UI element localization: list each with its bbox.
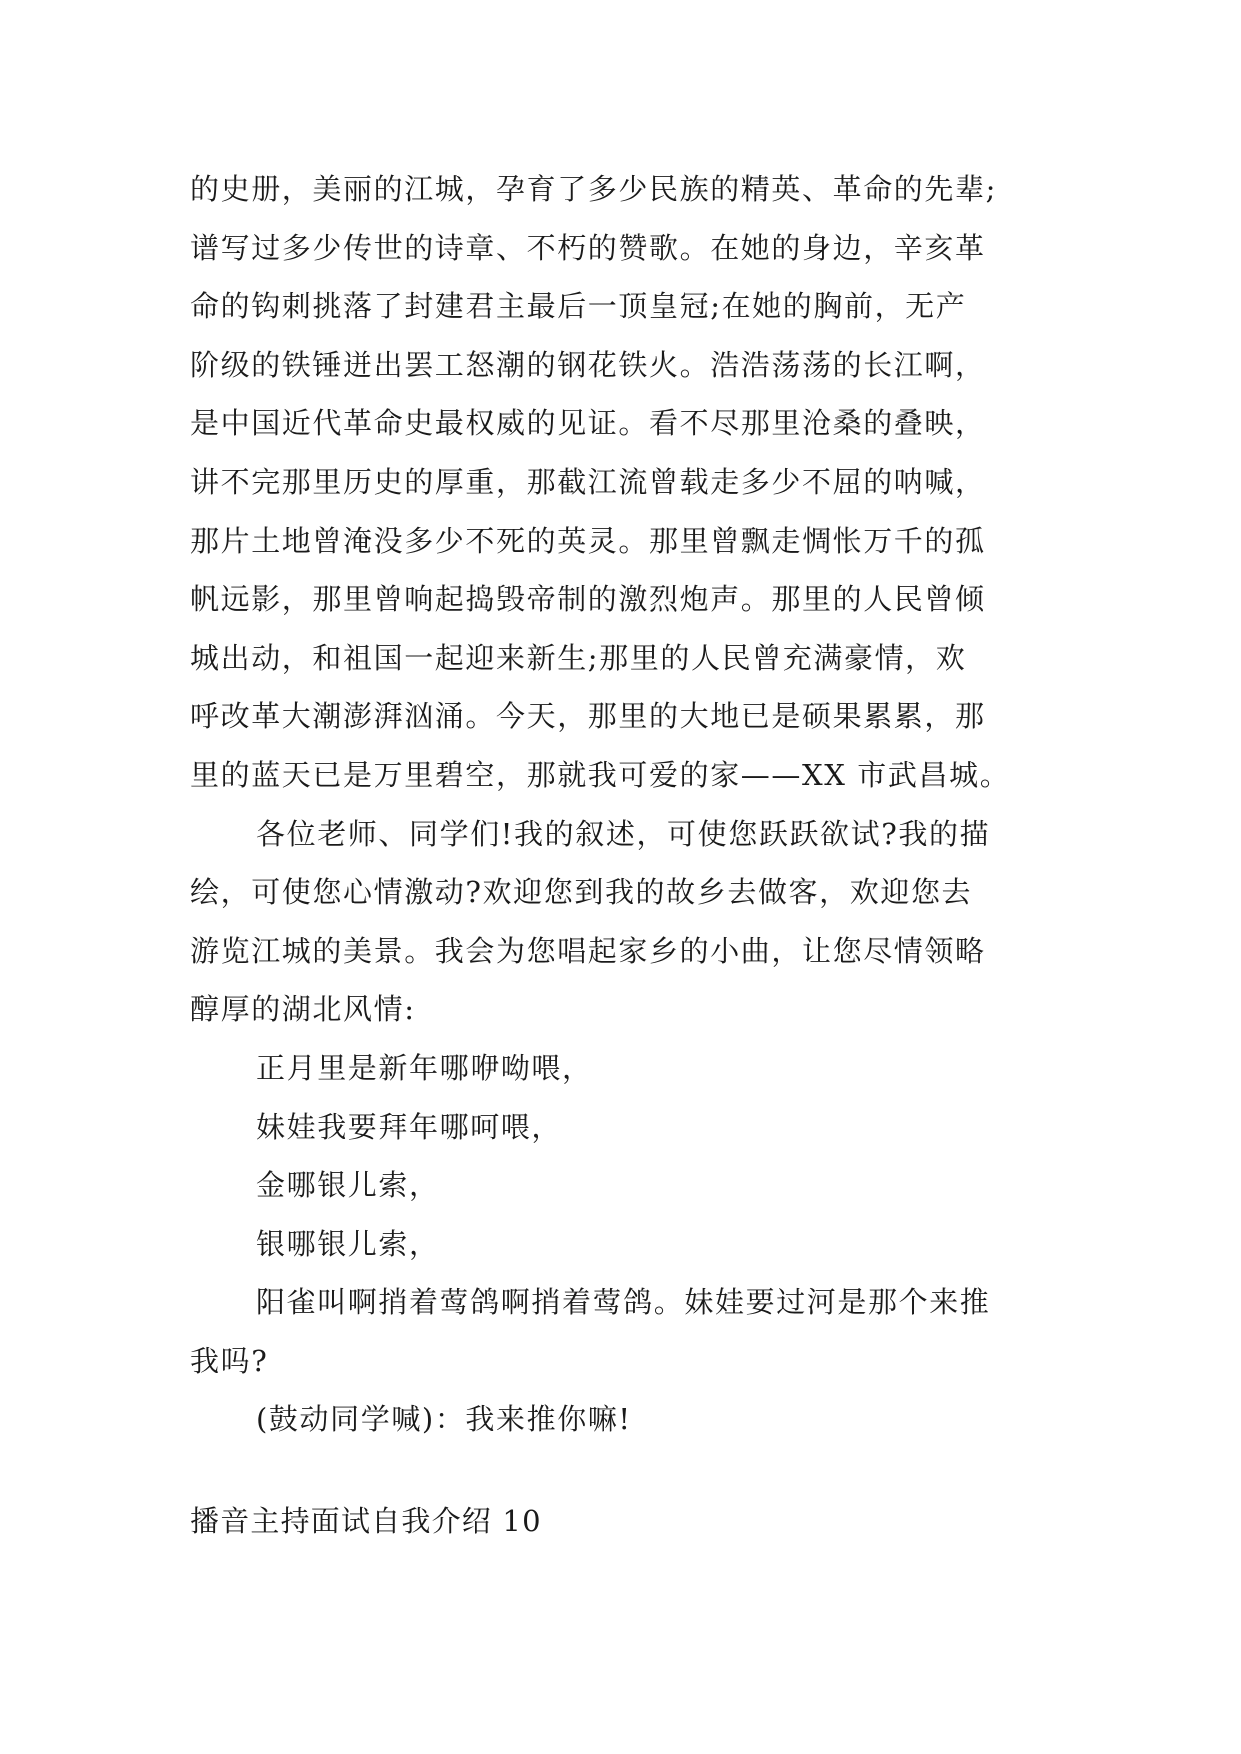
- text-line: 我吗?: [190, 1343, 269, 1378]
- song-lyrics: [190, 1039, 1070, 1273]
- text-line: 的史册，美丽的江城，孕育了多少民族的精英、革命的先辈;: [190, 172, 997, 206]
- text-line: 那片土地曾淹没多少不死的英灵。那里曾飘走惆怅万千的孤: [190, 523, 986, 558]
- text-line: 谱写过多少传世的诗章、不朽的赞歌。在她的身边，辛亥革: [190, 230, 986, 265]
- text-line: 呼改革大潮澎湃汹涌。今天，那里的大地已是硕果累累，那: [190, 699, 986, 734]
- lyric-line: 银哪银儿索，: [256, 1226, 440, 1261]
- paragraph: [190, 805, 1070, 1039]
- text-line: 绘，可使您心情激动?欢迎您到我的故乡去做客，欢迎您去: [190, 875, 973, 910]
- paragraph: [190, 160, 1070, 805]
- text-line: 是中国近代革命史最权威的见证。看不尽那里沧桑的叠映，: [190, 406, 986, 441]
- text-line: 阶级的铁锤迸出罢工怒潮的钢花铁火。浩浩荡荡的长江啊，: [190, 347, 986, 382]
- text-line: 城出动，和祖国一起迎来新生;那里的人民曾充满豪情，欢: [190, 640, 967, 675]
- paragraph: [190, 1273, 1070, 1390]
- text-line: 讲不完那里历史的厚重，那截江流曾载走多少不屈的呐喊，: [190, 464, 986, 499]
- document-body: [190, 160, 1070, 1449]
- text-line: (鼓动同学喊)：我来推你嘛!: [256, 1402, 632, 1437]
- text-line: 帆远影，那里曾响起捣毁帝制的激烈炮声。那里的人民曾倾: [190, 582, 986, 617]
- paragraph: [190, 1390, 1070, 1449]
- text-line: 里的蓝天已是万里碧空，那就我可爱的家——XX 市武昌城。: [190, 757, 1011, 792]
- lyric-line: 金哪银儿索，: [256, 1168, 440, 1203]
- section-heading: 播音主持面试自我介绍 10: [190, 1504, 542, 1538]
- text-line: 各位老师、同学们!我的叙述，可使您跃跃欲试?我的描: [256, 816, 991, 851]
- lyric-line: 正月里是新年哪咿呦喂，: [256, 1050, 593, 1085]
- lyric-line: 妹娃我要拜年哪呵喂，: [256, 1109, 563, 1144]
- text-line: 阳雀叫啊捎着莺鸽啊捎着莺鸽。妹娃要过河是那个来推: [256, 1285, 991, 1320]
- text-line: 命的钩刺挑落了封建君主最后一顶皇冠;在她的胸前，无产: [190, 289, 967, 324]
- text-line: 游览江城的美景。我会为您唱起家乡的小曲，让您尽情领略: [190, 933, 986, 968]
- text-line: 醇厚的湖北风情:: [190, 992, 416, 1027]
